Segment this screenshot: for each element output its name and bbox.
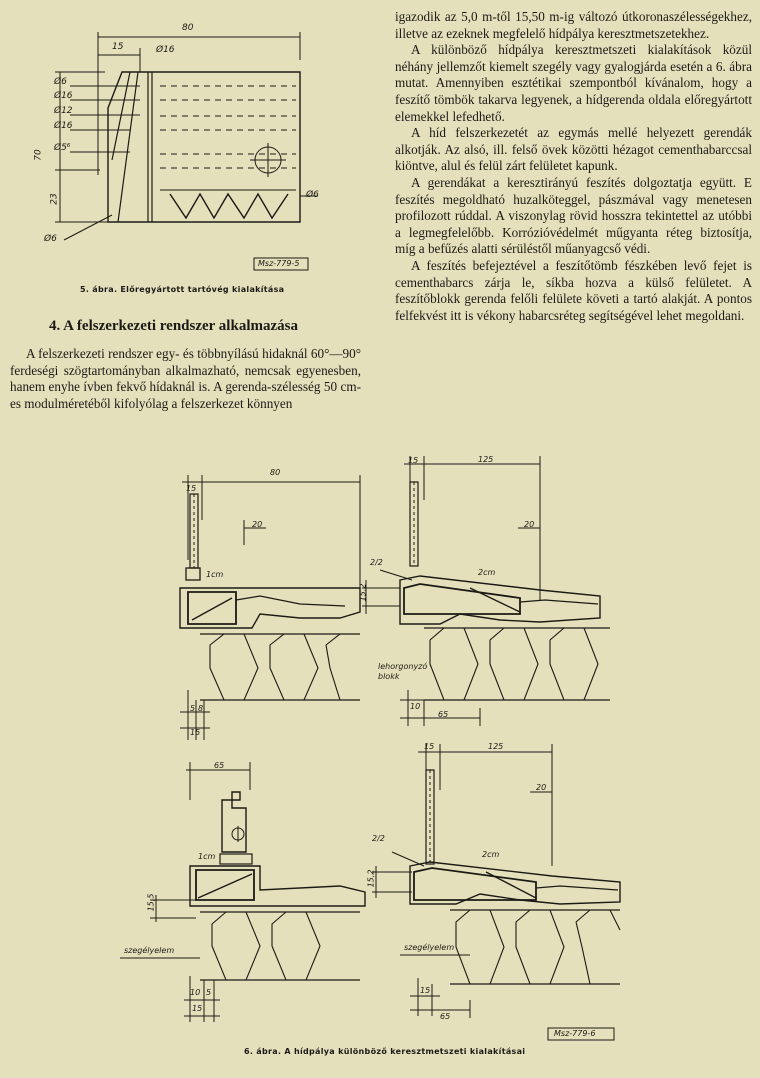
fig6-tl-d6: 8 — [198, 704, 204, 713]
fig6-br-d3: 20 — [536, 783, 547, 792]
fig6-tr-d6: 15,2 — [358, 583, 368, 602]
fig6-br-curb-label: szegélyelem — [404, 943, 455, 952]
right-paragraph-1: igazodik az 5,0 m-től 15,50 m-ig változó útkoronaszélességekhez, illetve az ezeknek megfelelő hídpálya keresztmetszetekhez. — [395, 9, 752, 41]
figure5-dim-width: 80 — [182, 23, 194, 33]
figure6-br-drawing — [372, 744, 620, 1040]
right-paragraph-5: A feszítés befejeztével a feszítőtömb fészkében levő fejet is cementhabarcs zárja le, síkba hozva a külső felületet. A feszítőblokk gerenda felőli felülete követi a tartó alakját. A pontos felfekvést itt is vékony habarcsréteg segítségével lehet megoldani. — [395, 257, 752, 323]
figure5-dim-offset: 15 — [112, 42, 124, 52]
fig6-tl-d1: 15 — [186, 484, 197, 493]
figure6-stamp: Msz-779-6 — [554, 1029, 596, 1038]
figure5-dim-bottom: Ø6 — [44, 234, 57, 244]
figure5-rebar-label-1: Ø6 — [54, 77, 67, 87]
figure6-caption: 6. ábra. A hídpálya különböző keresztmetszeti kialakításai — [244, 1047, 526, 1056]
right-column-text — [395, 9, 752, 324]
fig6-bl-d2: 1cm — [198, 852, 216, 861]
figure5-rebar-label-2: Ø16 — [54, 91, 73, 101]
figure5-caption: 5. ábra. Előregyártott tartóvég kialakítása — [80, 285, 285, 294]
figure5-dim-height: 70 — [33, 149, 44, 161]
section-heading: 4. A felszerkezeti rendszer alkalmazása — [49, 318, 298, 334]
fig6-br-d4: 2/2 — [372, 834, 385, 843]
fig6-bl-d5: 5 — [206, 988, 212, 997]
figure5-drawing — [55, 32, 318, 270]
figure5-dim-lower: 23 — [49, 193, 60, 205]
fig6-br-d5: 2cm — [482, 850, 500, 859]
figure5-dim-right: Ø6 — [306, 190, 319, 200]
figure5-rebar-label-3: Ø12 — [54, 106, 73, 116]
figure5-dim-rebar-top: Ø16 — [156, 45, 175, 55]
fig6-tl-d5: 5 — [190, 704, 196, 713]
fig6-bl-d4: 10 — [190, 988, 201, 997]
fig6-tl-d2: 80 — [270, 468, 281, 477]
fig6-bl-d3: 15,5 — [146, 893, 156, 912]
fig6-tr-d7: 10 — [410, 702, 421, 711]
fig6-tl-d3: 20 — [252, 520, 263, 529]
fig6-tr-d3: 20 — [524, 520, 535, 529]
fig6-br-d1: 15 — [424, 742, 435, 751]
fig6-tr-d8: 65 — [438, 710, 449, 719]
fig6-bl-d1: 65 — [214, 761, 225, 770]
fig6-tr-d2: 125 — [478, 455, 494, 464]
fig6-br-d8: 65 — [440, 1012, 451, 1021]
fig6-tr-d4: 2/2 — [370, 558, 383, 567]
right-paragraph-2: A különböző hídpálya keresztmetszeti kialakítások közül néhány jellemzőt kiemelt szegély vagy gyalogjárda esetén a 6. ábra mutat. Amennyiben esztétikai szempontból kívánalom, hogy a feszítő tömbök takarva legyenek, a hídgerenda oldala előregyártott elemekkel lefedhető. — [395, 42, 752, 124]
fig6-bl-d6: 15 — [192, 1004, 203, 1013]
fig6-tr-anchor-label: lehorgonyzó blokk — [378, 662, 428, 681]
left-column-text — [10, 346, 361, 412]
fig6-br-d7: 15 — [420, 986, 431, 995]
right-paragraph-3: A híd felszerkezetét az egymás mellé helyezett gerendák alkotják. Az alsó, ill. felső övek közötti hézagot cementhabarccsal kiöntve, alul és felül zárt felületet kapunk. — [395, 125, 752, 174]
fig6-br-d2: 125 — [488, 742, 504, 751]
fig6-bl-curb-label: szegélyelem — [124, 946, 175, 955]
figure6-tr-drawing — [362, 456, 610, 726]
figure6-bl-drawing — [120, 762, 365, 1022]
fig6-br-d6: 15,2 — [366, 869, 376, 888]
fig6-tr-d5: 2cm — [478, 568, 496, 577]
fig6-tl-d4: 1cm — [206, 570, 224, 579]
fig6-tl-d7: 15 — [190, 728, 201, 737]
figure5-rebar-label-5: Ø5⁶ — [54, 143, 71, 153]
figure5-stamp: Msz-779-5 — [258, 259, 300, 268]
fig6-tr-d1: 15 — [408, 456, 419, 465]
figure5-rebar-label-4: Ø16 — [54, 121, 73, 131]
left-paragraph-1: A felszerkezeti rendszer egy- és többnyílású hidaknál 60°—90° ferdeségi szögtartományban alkalmazható, nemcsak egyenesben, hanem enyhe ívben fekvő hídaknál is. A gerenda-szélesség 50 cm-es modulméretéből kifolyólag a felszerkezet könnyen — [10, 346, 361, 411]
figure6-tl-drawing — [180, 475, 360, 740]
right-paragraph-4: A gerendákat a keresztirányú feszítés dolgoztatja együtt. E feszítés megoldható huzalköteggel, pászmával vagy menetesen profilozott rúddal. A viszonylag rövid hosszra tekintettel az utóbbi a legmegfelelőbb. Korrózióvédelmét műgyanta réteg biztosítja, míg a befűzés alatti sérüléstől műanyagcső védi. — [395, 174, 752, 257]
